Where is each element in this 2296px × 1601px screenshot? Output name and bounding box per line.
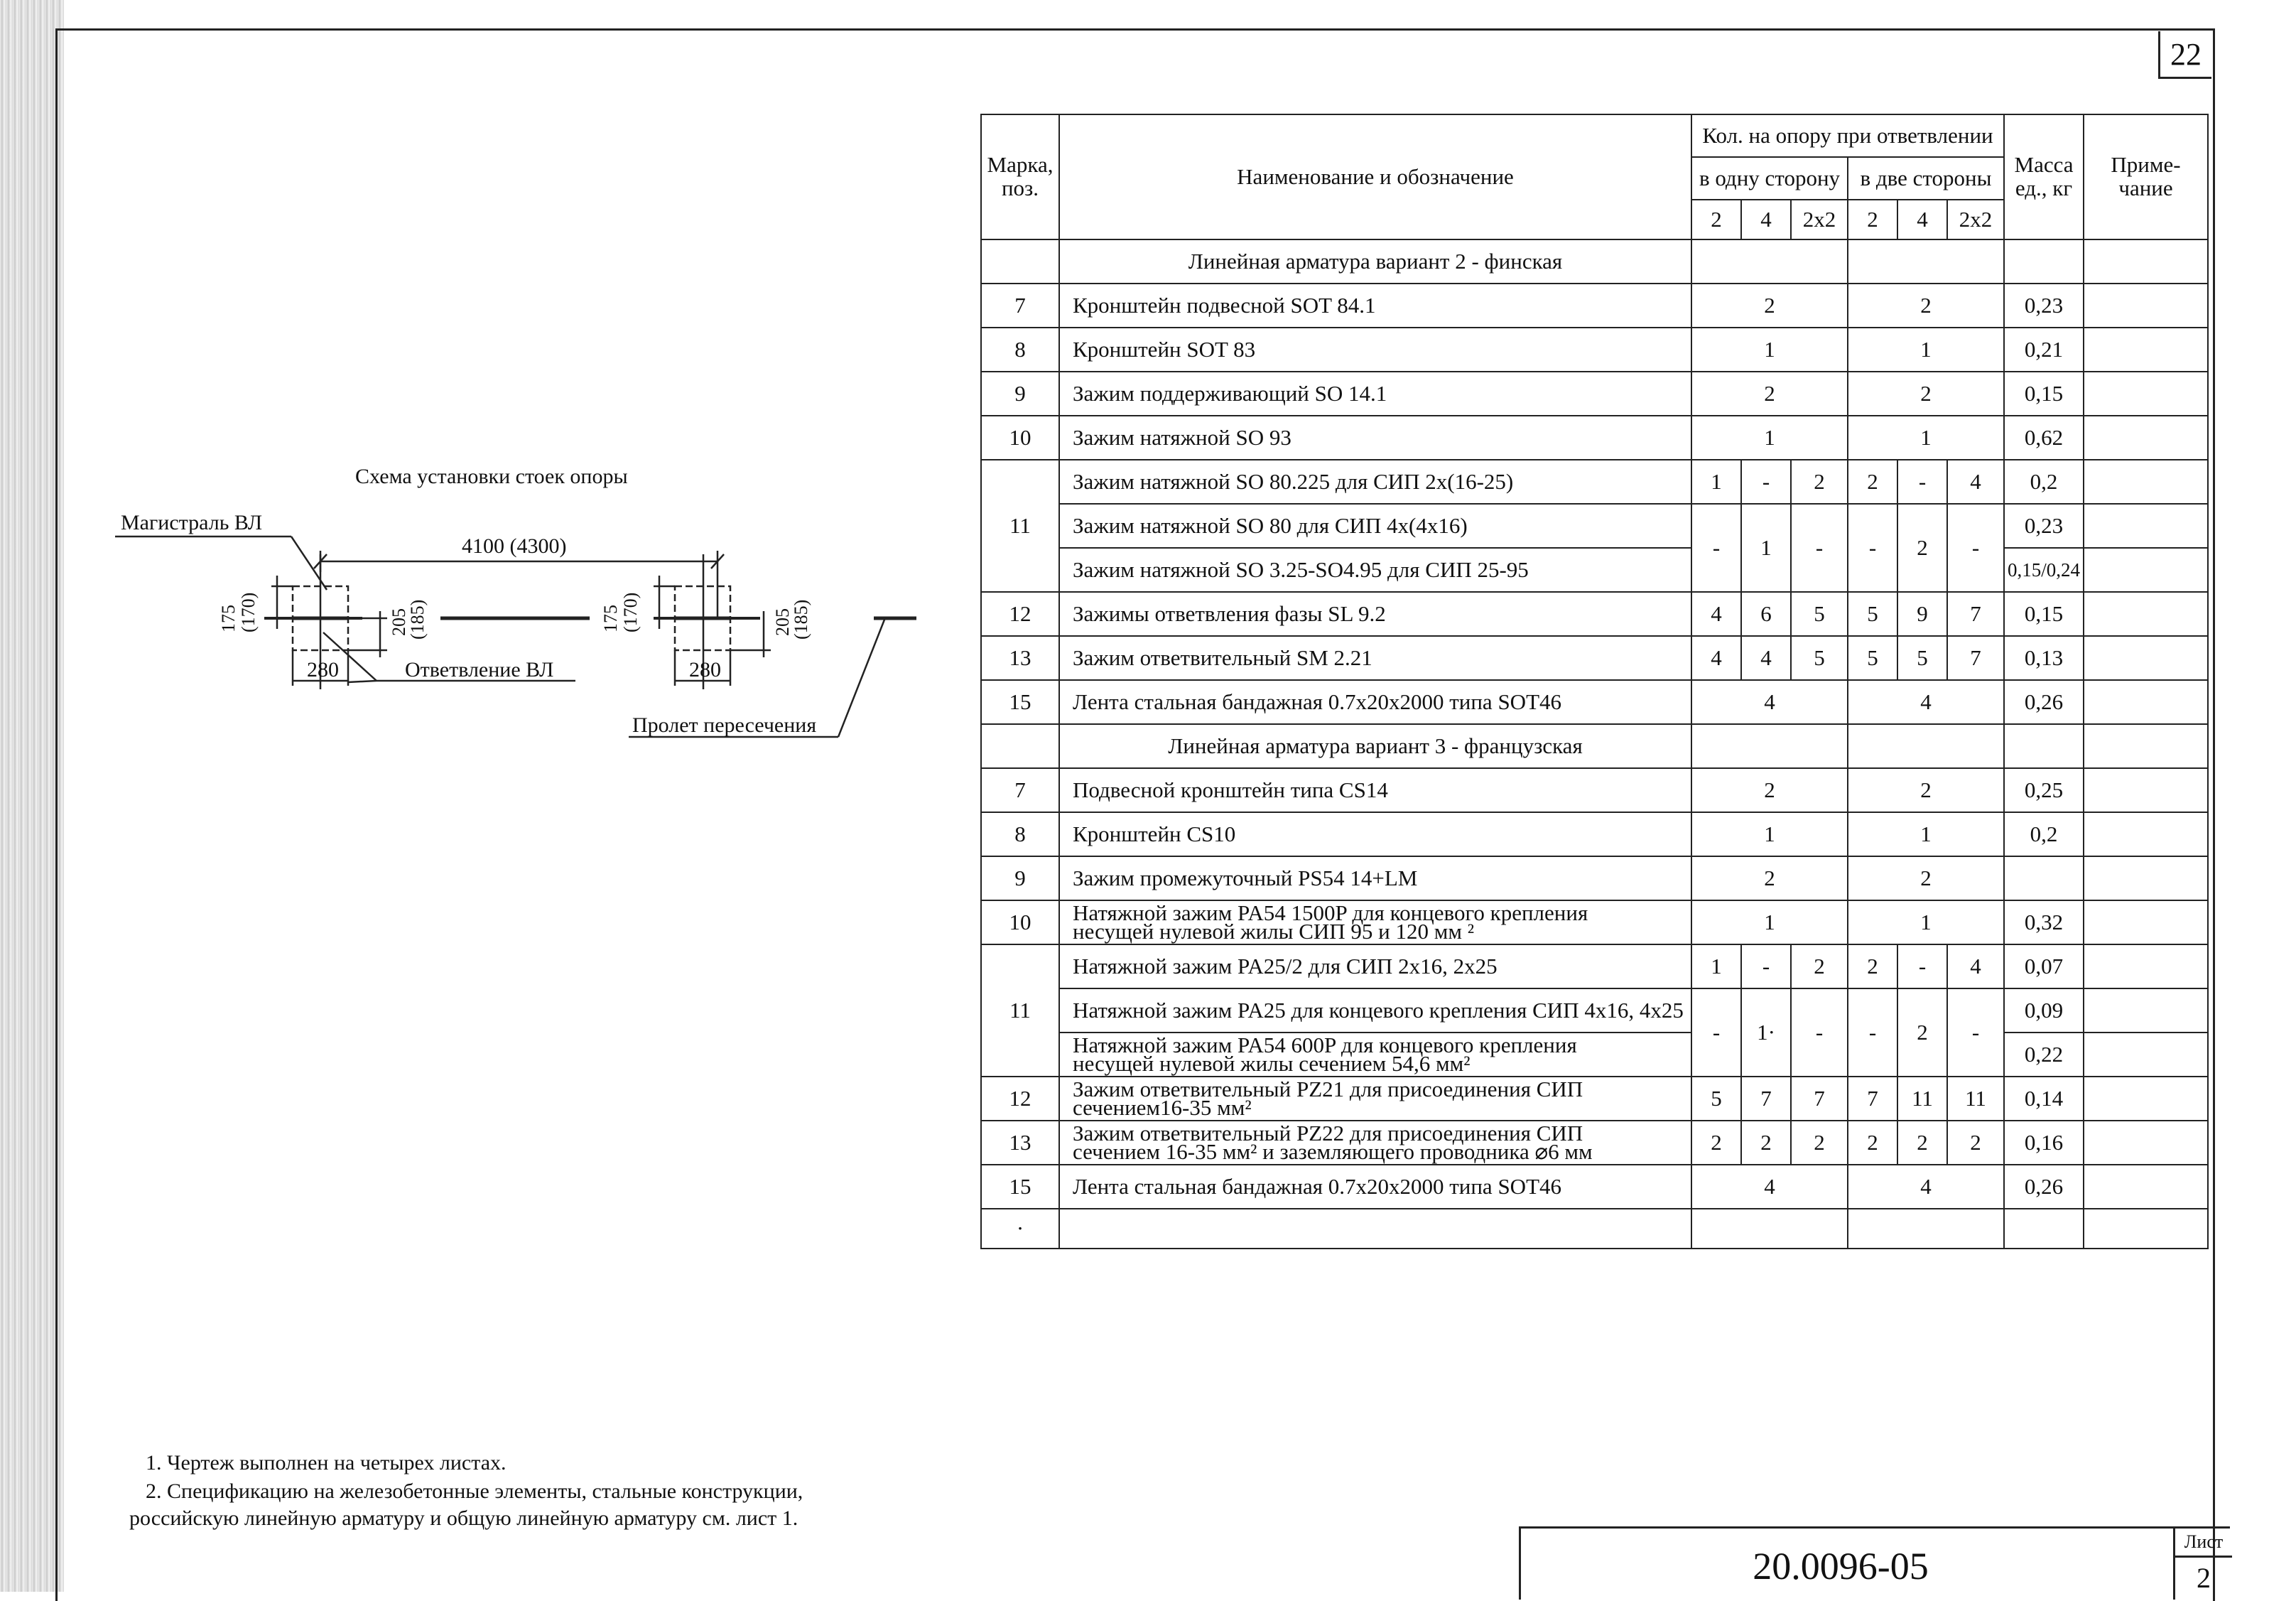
table-row: 10 Натяжной зажим PA54 1500P для концевого крепления несущей нулевой жилы СИП 95 и 120 мм ² 1 1 0,32 <box>981 900 2208 944</box>
header-one-side: в одну сторону <box>1691 157 1848 200</box>
specification-table <box>980 114 2209 1249</box>
header-note: Приме-чание <box>2084 114 2208 239</box>
header-name: Наименование и обозначение <box>1059 114 1691 239</box>
dim-right-170: (170) <box>620 592 641 632</box>
dim-left-185: (185) <box>407 599 428 640</box>
table-row: · <box>981 1209 2208 1249</box>
document-code: 20.0096-05 <box>1753 1545 1929 1587</box>
dim-left-170: (170) <box>238 592 259 632</box>
table-row: 9 Зажим промежуточный PS54 14+LM 2 2 <box>981 856 2208 900</box>
table-row: 12 Зажимы ответвления фазы SL 9.2 4 6 5 5 9 7 0,15 <box>981 592 2208 636</box>
table-row: 11 Зажим натяжной SO 80.225 для СИП 2х(16-25) 1 - 2 2 - 4 0,2 <box>981 460 2208 504</box>
section-title-french: Линейная арматура вариант 3 - французская <box>1059 724 1691 768</box>
table-row: 8 Кронштейн CS10 1 1 0,2 <box>981 812 2208 856</box>
page-number: 22 <box>2158 31 2211 79</box>
dim-width-left: 280 <box>307 658 339 681</box>
table-row: Натяжной зажим PA25 для концевого крепления СИП 4х16, 4х25 - 1· - - 2 - 0,09 <box>981 988 2208 1033</box>
header-mass: Масса ед., кг <box>2004 114 2084 239</box>
table-row: 8 Кронштейн SOT 83 1 1 0,21 <box>981 328 2208 372</box>
dim-right-205: 205 <box>772 608 793 636</box>
section-title-finnish: Линейная арматура вариант 2 - финская <box>1059 239 1691 284</box>
table-row: 7 Подвесной кронштейн типа CS14 2 2 0,25 <box>981 768 2208 812</box>
header-sub: 2 <box>1848 200 1897 239</box>
header-sub: 2х2 <box>1791 200 1848 239</box>
label-crossing-span: Пролет пересечения <box>632 713 817 737</box>
dim-distance: 4100 (4300) <box>462 534 567 558</box>
note-2: 2. Спецификацию на железобетонные элементы, стальные конструкции, <box>146 1479 803 1503</box>
header-sub: 4 <box>1741 200 1791 239</box>
table-row: 10 Зажим натяжной SO 93 1 1 0,62 <box>981 416 2208 460</box>
dim-right-185: (185) <box>791 599 811 640</box>
sheet-label: Лист <box>2173 1529 2232 1558</box>
table-row: Зажим натяжной SO 3.25-SO4.95 для СИП 25-95 0,15/0,24 <box>981 548 2208 592</box>
header-sub: 4 <box>1897 200 1947 239</box>
table-row: Зажим натяжной SO 80 для СИП 4х(4х16) - 1 - - 2 - 0,23 <box>981 504 2208 548</box>
table-row: 9 Зажим поддерживающий SO 14.1 2 2 0,15 <box>981 372 2208 416</box>
title-block <box>1519 1526 2230 1600</box>
note-1: 1. Чертеж выполнен на четырех листах. <box>146 1451 507 1475</box>
scan-edge-strip <box>0 0 64 1592</box>
dim-right-175: 175 <box>600 605 621 632</box>
label-main-line: Магистраль ВЛ <box>121 511 263 534</box>
table-row: 7 Кронштейн подвесной SOT 84.1 2 2 0,23 <box>981 284 2208 328</box>
header-qty: Кол. на опору при ответвлении <box>1691 114 2004 157</box>
table-row: 12 Зажим ответвительный PZ21 для присоединения СИП сечением16-35 мм² 5 7 7 7 11 11 0,14 <box>981 1077 2208 1121</box>
header-mark: Марка, поз. <box>981 114 1059 239</box>
sheet-number: 2 <box>2173 1556 2232 1600</box>
table-row: 13 Зажим ответвительный PZ22 для присоединения СИП сечением 16-35 мм² и заземляющего проводника ⌀6 мм 2 2 2 2 2 2 0,16 <box>981 1121 2208 1165</box>
header-sub: 2 <box>1691 200 1741 239</box>
dim-left-175: 175 <box>218 605 239 632</box>
table-row: 15 Лента стальная бандажная 0.7х20х2000 типа SOT46 4 4 0,26 <box>981 1165 2208 1209</box>
table-row: 13 Зажим ответвительный SM 2.21 4 4 5 5 5 7 0,13 <box>981 636 2208 680</box>
header-two-sides: в две стороны <box>1848 157 2004 200</box>
support-installation-scheme <box>107 455 924 753</box>
scheme-title: Схема установки стоек опоры <box>355 465 628 488</box>
table-row: Натяжной зажим PA54 600P для концевого крепления несущей нулевой жилы сечением 54,6 мм² 0,22 <box>981 1033 2208 1077</box>
dim-left-205: 205 <box>389 608 409 636</box>
header-sub: 2х2 <box>1947 200 2004 239</box>
table-row: 15 Лента стальная бандажная 0.7х20х2000 типа SOT46 4 4 0,26 <box>981 680 2208 724</box>
table-row: 11 Натяжной зажим PA25/2 для СИП 2х16, 2х25 1 - 2 2 - 4 0,07 <box>981 944 2208 988</box>
note-3: российскую линейную арматуру и общую линейную арматуру см. лист 1. <box>129 1506 798 1530</box>
label-branch-line: Ответвление ВЛ <box>405 658 554 681</box>
dim-width-right: 280 <box>689 658 721 681</box>
